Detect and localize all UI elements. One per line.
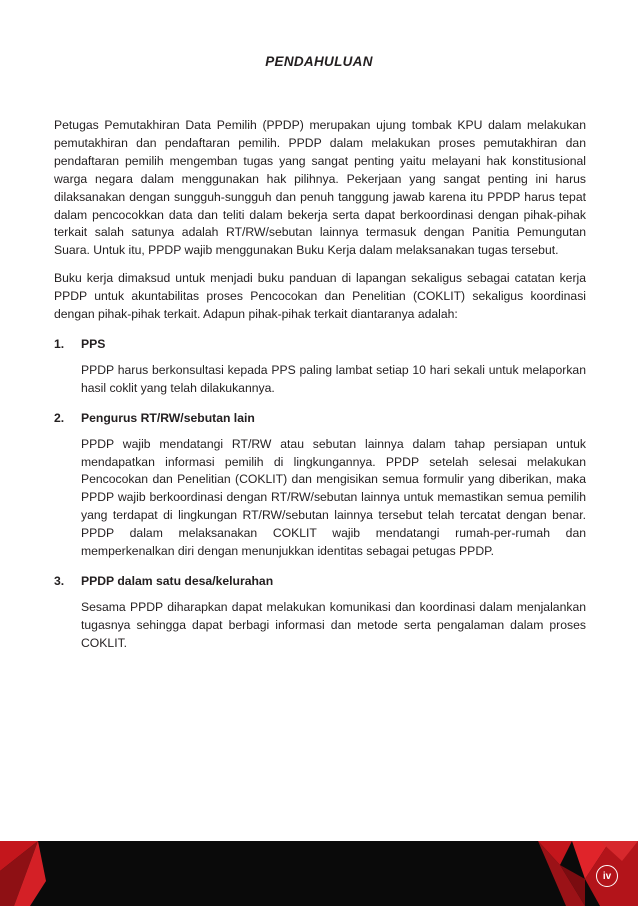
list-item-heading (54, 573, 586, 591)
footer-band (0, 841, 638, 906)
list-item-title: PPDP dalam satu desa/kelurahan (81, 573, 274, 588)
list-item-heading (54, 410, 586, 428)
footer-decoration (0, 841, 638, 906)
intro-paragraph-1: Petugas Pemutakhiran Data Pemilih (PPDP) merupakan ujung tombak KPU dalam melakukan pemutakhiran dan pendaftaran pemilih. PPDP dalam melakukan proses pemutakhiran dan pendaftaran pemilih mengemban tugas yang sangat penting yaitu melayani hak konstitusional warga negara dalam menggunakan hak pilihnya. Pekerjaan yang sangat penting ini harus dilaksanakan dengan sungguh-sungguh dan penuh tanggung jawab karena itu PPDP harus tepat dalam pencocokkan data dan teliti dalam bekerja serta dapat berkoordinasi dengan pihak-pihak terkait salah satunya adalah RT/RW/sebutan lainnya termasuk dengan Panitia Pemungutan Suara. Untuk itu, PPDP wajib menggunakan Buku Kerja dalam melaksanakan tugas tersebut. (54, 118, 586, 258)
list-item-heading (54, 336, 586, 354)
intro-paragraph-2: Buku kerja dimaksud untuk menjadi buku panduan di lapangan sekaligus sebagai catatan kerja PPDP untuk akuntabilitas proses Pencocokan dan Penelitian (COKLIT) sekaligus koordinasi dengan pihak-pihak terkait. Adapun pihak-pihak terkait diantaranya adalah: (54, 271, 586, 322)
list-item-text: PPDP harus berkonsultasi kepada PPS paling lambat setiap 10 hari sekali untuk melaporkan hasil coklit yang telah dilakukannya. (81, 362, 586, 395)
list-item-text: Sesama PPDP diharapkan dapat melakukan komunikasi dan koordinasi dalam menjalankan tugasnya sehingga dapat berbagi informasi dan metode serta pengalaman dalam proses COKLIT. (81, 599, 586, 650)
list-item-number: 2. (54, 410, 65, 425)
list-item-text: PPDP wajib mendatangi RT/RW atau sebutan lainnya dalam tahap persiapan untuk mendapatkan informasi pemilih di lingkungannya. PPDP setelah selesai melakukan Pencocokan dan Penelitian (COKLIT) dan mengisikan semua formulir yang diberikan, maka PPDP wajib berkoordinasi dengan RT/RW/sebutan lainnya untuk memastikan semua pemilih yang terdapat di lingkungan RT/RW/sebutan lainnya tersebut telah tercatat dengan benar. PPDP dalam melaksanakan COKLIT wajib mendatangi rumah-per-rumah dan memperkenalkan diri dengan menunjukkan identitas sebagai petugas PPDP. (81, 436, 586, 559)
list-item-pps (54, 336, 586, 398)
list-item-title: PPS (81, 336, 106, 351)
list-item-number: 1. (54, 336, 65, 351)
document-body (54, 117, 586, 653)
list-item-number: 3. (54, 573, 65, 588)
page-title: PENDAHULUAN (265, 54, 373, 69)
page-number-badge: iv (596, 865, 618, 887)
list-item-rt-rw (54, 410, 586, 561)
list-item-ppdp-desa (54, 573, 586, 653)
list-item-title: Pengurus RT/RW/sebutan lain (81, 410, 255, 425)
